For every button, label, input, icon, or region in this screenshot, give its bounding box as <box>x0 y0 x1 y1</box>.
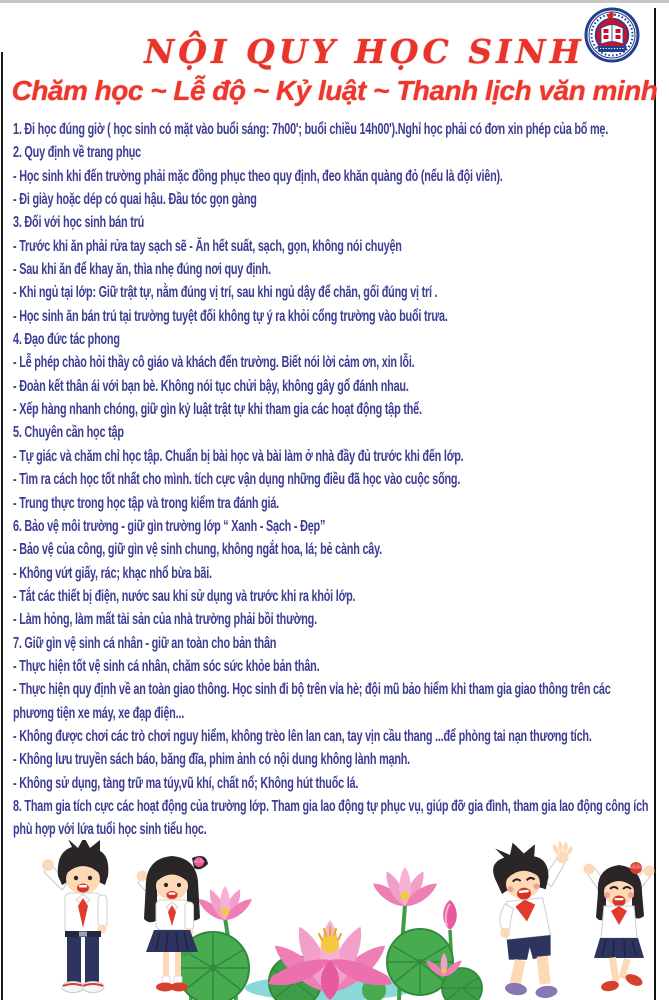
page-edge-top <box>0 0 669 3</box>
rule-line: - Đi giày hoặc dép có quai hậu. Đầu tóc gọn gàng <box>13 191 257 209</box>
rule-line: - Không được chơi các trò chơi nguy hiểm, không trèo lên lan can, tay vịn cầu thang ...để phòng tai nạn thương tích. <box>13 727 592 745</box>
rule-line: - Học sinh ăn bán trú tại trường tuyệt đối không tự ý ra khỏi cổng trường vào buổi trưa. <box>13 307 448 325</box>
rules-list <box>13 118 653 842</box>
rule-line: - Khi ngủ tại lớp: Giữ trật tự, nằm đúng vị trí, sau khi ngủ dậy để chăn, gối đúng vị trí . <box>13 284 438 302</box>
rule-line: 8. Tham gia tích cực các hoạt động của trường lớp. Tham gia lao động tự phục vụ, giúp đỡ gia đình, tham gia lao động công ích phù hợp với lứa tuổi học sinh tiểu học. <box>13 797 649 839</box>
lotus-flowers-illustration <box>175 867 482 1000</box>
rule-line: 3. Đối với học sinh bán trú <box>13 214 145 232</box>
rule-line: 7. Giữ gìn vệ sinh cá nhân - giữ an toàn cho bản thân <box>13 634 277 652</box>
rule-line: - Lễ phép chào hỏi thầy cô giáo và khách đến trường. Biết nói lời cảm ơn, xin lỗi. <box>13 354 415 372</box>
rule-line: 6. Bảo vệ môi trường - giữ gìn trường lớp “ Xanh - Sạch - Đẹp” <box>13 517 326 535</box>
rule-line: - Trung thực trong học tập và trong kiểm tra đánh giá. <box>13 494 279 512</box>
rule-line: - Làm hỏng, làm mất tài sản của nhà trường phải bồi thường. <box>13 611 317 629</box>
jumping-boy <box>489 840 590 1000</box>
rules-text-block <box>13 118 653 842</box>
jumping-girl <box>584 862 655 992</box>
rule-line: - Bảo vệ của công, giữ gìn vệ sinh chung, không ngắt hoa, lá; bẻ cành cây. <box>13 541 382 559</box>
rule-line: - Đoàn kết thân ái với bạn bè. Không nói tục chửi bậy, không gây gổ đánh nhau. <box>13 377 409 395</box>
rule-line: - Không lưu truyền sách báo, băng đĩa, phim ảnh có nội dung không lành mạnh. <box>13 751 410 769</box>
rule-line: - Không vứt giấy, rác; khạc nhổ bừa bãi. <box>13 564 212 582</box>
rule-line: - Học sinh khi đến trường phải mặc đồng phục theo quy định, đeo khăn quàng đỏ (nếu là đội viên). <box>13 167 503 185</box>
standing-boy <box>42 840 108 993</box>
bottom-illustration <box>0 840 669 1000</box>
rule-line: - Tự giác và chăm chỉ học tập. Chuẩn bị bài học và bài làm ở nhà đầy đủ trước khi đến lớp. <box>13 447 464 465</box>
rule-line: 4. Đạo đức tác phong <box>13 331 120 349</box>
page-title: NỘI QUY HỌC SINH <box>144 32 585 72</box>
rule-line: - Thực hiện tốt vệ sinh cá nhân, chăm sóc sức khỏe bản thân. <box>13 657 320 675</box>
rule-line: - Xếp hàng nhanh chóng, giữ gìn kỷ luật trật tự khi tham gia các hoạt động tập thể. <box>13 401 422 419</box>
page-subtitle: Chăm học ~ Lễ độ ~ Kỷ luật ~ Thanh lịch văn minh <box>11 75 658 107</box>
rule-line: - Tắt các thiết bị điện, nước sau khi sử dụng và trước khi ra khỏi lớp. <box>13 587 356 605</box>
rule-line: 2. Quy định về trang phục <box>13 144 141 162</box>
rule-line: - Trước khi ăn phải rửa tay sạch sẽ - Ăn hết suất, sạch, gọn, không nói chuyện <box>13 237 402 255</box>
rule-line: 5. Chuyên cần học tập <box>13 424 124 442</box>
rule-line: 1. Đi học đúng giờ ( học sinh có mặt vào buổi sáng: 7h00'; buổi chiều 14h00').Nghỉ học phải có đơn xin phép của bố mẹ. <box>13 121 609 138</box>
rule-line: - Không sử dụng, tàng trữ ma túy,vũ khí, chất nổ; Không hút thuốc lá. <box>13 774 359 792</box>
jumping-students-illustration <box>489 840 655 1000</box>
rule-line: - Sau khi ăn để khay ăn, thìa nhẹ đúng nơi quy định. <box>13 261 271 279</box>
rule-line: - Thực hiện quy định về an toàn giao thông. Học sinh đi bộ trên vỉa hè; đội mũ bảo hiểm khi tham gia giao thông trên các phương tiện xe máy, xe đạp điện... <box>13 681 611 722</box>
rule-line: - Tìm ra cách học tốt nhất cho mình. tích cực vận dụng những điều đã học vào cuộc sống. <box>13 471 461 489</box>
school-logo-icon <box>583 5 641 63</box>
